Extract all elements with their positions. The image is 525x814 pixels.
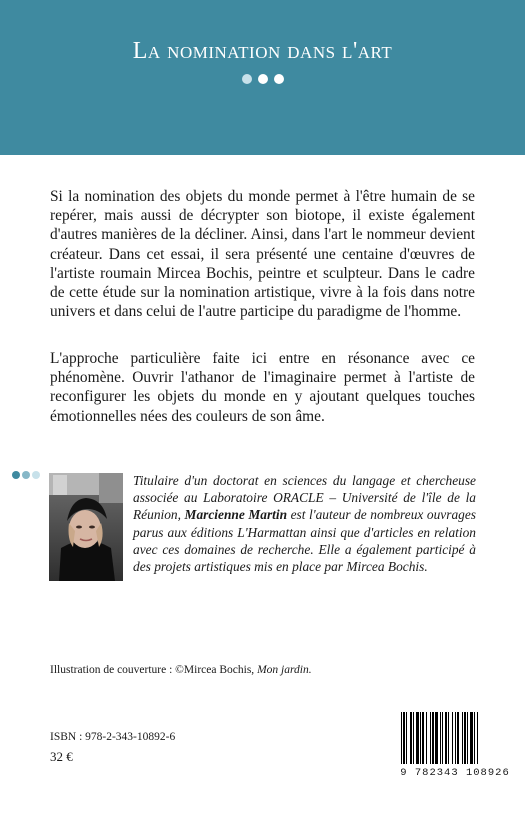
book-title: La nomination dans l'art	[132, 38, 393, 64]
credit-label: Illustration de couverture : ©Mircea Bochis,	[50, 664, 258, 676]
author-portrait-image	[49, 473, 123, 581]
cover-illustration-credit	[50, 664, 312, 676]
bio-text-1: Titulaire d'un doctorat en sciences du langage et chercheuse associée au Laboratoire ORACLE – Université de l'île de la Réunion,	[133, 473, 476, 523]
header-banner	[0, 0, 525, 155]
description-paragraph-1: Si la nomination des objets du monde permet à l'être humain de se repérer, mais aussi de décrypter son biotope, il existe également d'autres manières de la décliner. Ainsi, dans l'art le nommeur devient créateur. Dans cet essai, il sera présenté une centaine d'œuvres de l'artiste roumain Mircea Bochis, peintre et sculpteur. Dans le cadre de cette étude sur la nomination artistique, vivre à la fois dans notre univers et dans celui de l'autre participe du paradigme de l'homme.	[50, 188, 475, 321]
author-dots	[11, 466, 41, 484]
dot-1	[242, 74, 252, 84]
author-photo	[49, 473, 123, 581]
dot-2	[258, 74, 268, 84]
barcode	[395, 712, 515, 787]
title-dots	[0, 71, 525, 89]
bio-text-2: est l'auteur de nombreux ouvrages parus aux éditions L'Harmattan ainsi que d'articles en relation avec ces domaines de recherche. Elle a également participé à des projets artistiques mis en place par Mircea Bochis.	[133, 507, 476, 575]
barcode-bars	[395, 712, 515, 767]
price: 32 €	[50, 749, 73, 764]
author-dot-2	[22, 471, 30, 479]
author-dot-3	[32, 471, 40, 479]
description-paragraph-2: L'approche particulière faite ici entre en résonance avec ce phénomène. Ouvrir l'athanor de l'imaginaire permet à l'artiste de reconfigurer les objets du monde en y ajoutant quelques touches émotionnelles nées des couleurs de son âme.	[50, 350, 475, 425]
author-bio	[133, 472, 476, 575]
credit-work-title: Mon jardin.	[257, 664, 312, 676]
author-dot-1	[12, 471, 20, 479]
author-name: Marcienne Martin	[184, 507, 288, 523]
barcode-number: 9 782343 108926	[400, 767, 510, 779]
isbn: ISBN : 978-2-343-10892-6	[50, 731, 176, 743]
dot-3	[274, 74, 284, 84]
